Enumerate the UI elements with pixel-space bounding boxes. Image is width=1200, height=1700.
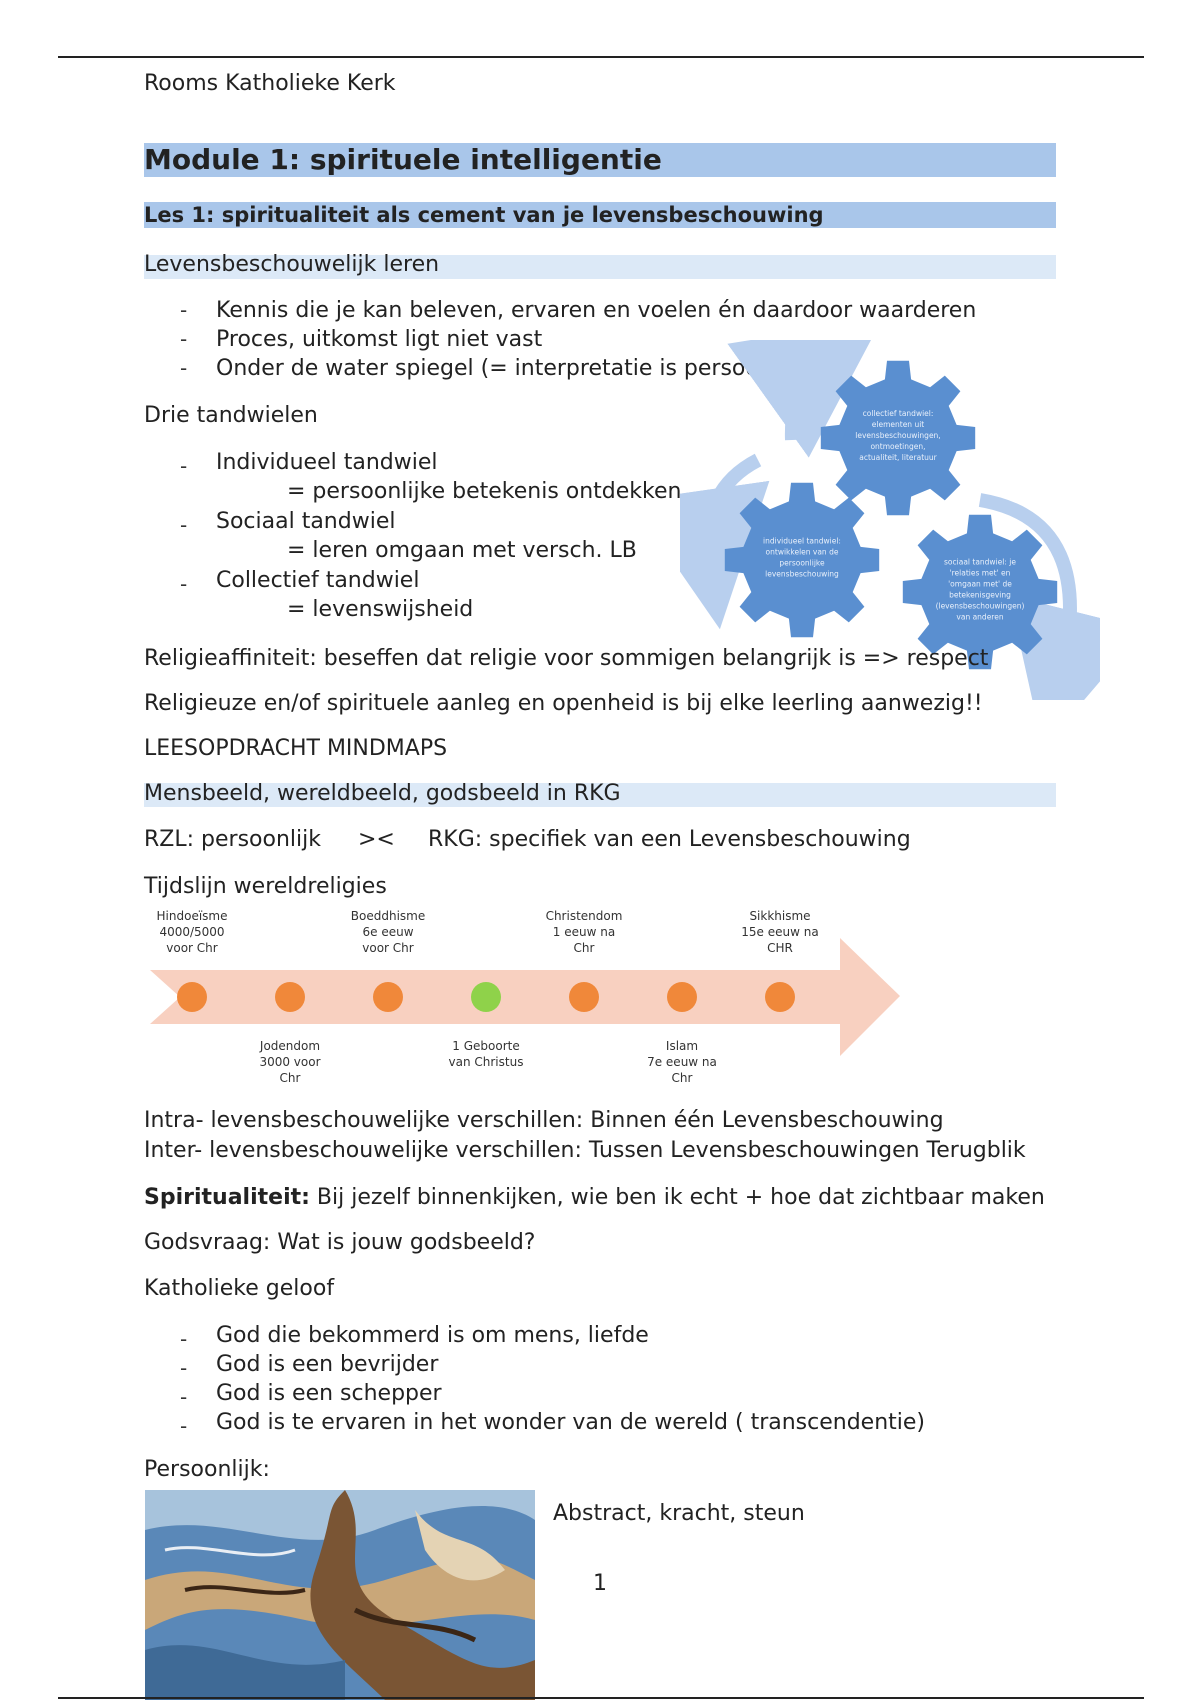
bullet-dash: - [180, 454, 188, 478]
timeline-label: van Christus [448, 1055, 524, 1069]
bullet-dash: - [180, 327, 188, 351]
timeline-label: 4000/5000 [159, 925, 225, 939]
timeline-label: voor Chr [362, 941, 414, 955]
gear-label: levensbeschouwing [765, 569, 839, 579]
timeline-label: 15e eeuw na [741, 925, 819, 939]
timeline-label: Chr [671, 1071, 693, 1085]
gear-label: persoonlijke [779, 558, 825, 568]
lesson-title: Les 1: spiritualiteit als cement van je levensbeschouwing [144, 203, 824, 227]
bullet-dash: - [180, 356, 188, 380]
abstract-text: Abstract, kracht, steun [553, 1501, 805, 1526]
spiritualiteit-label: Spiritualiteit: [144, 1185, 310, 1210]
module-title: Module 1: spirituele intelligentie [144, 143, 662, 176]
list-item: God is een bevrijder [216, 1352, 439, 1377]
list-item: God is een schepper [216, 1381, 442, 1406]
timeline-dot [667, 982, 697, 1012]
gear-meaning: = persoonlijke betekenis ontdekken [287, 479, 682, 504]
gear-label: (levensbeschouwingen) [935, 601, 1025, 611]
top-rule [58, 56, 1144, 58]
gear-item-individueel: Individueel tandwiel [216, 450, 438, 475]
timeline-label: 1 Geboorte [452, 1039, 520, 1053]
timeline-title: Tijdslijn wereldreligies [144, 874, 387, 899]
gear-meaning: = leren omgaan met versch. LB [287, 538, 637, 563]
gear-label: 'omgaan met' de [948, 579, 1012, 589]
section-heading: Levensbeschouwelijk leren [144, 252, 440, 277]
inter-text: Inter- levensbeschouwelijke verschillen: Tussen Levensbeschouwingen Terugblik [144, 1138, 1026, 1163]
gear-label: collectief tandwiel: [862, 409, 934, 418]
gear-label: sociaal tandwiel: je [944, 557, 1016, 567]
list-item: Onder de water spiegel (= interpretatie is persoonlijk) [216, 356, 813, 381]
gear-label: 'relaties met' en [949, 568, 1011, 578]
list-item: God die bekommerd is om mens, liefde [216, 1323, 649, 1348]
leesopdracht: LEESOPDRACHT MINDMAPS [144, 736, 448, 761]
gear-label: elementen uit [871, 420, 925, 429]
page-number: 1 [593, 1571, 607, 1596]
gear-label: actualiteit, literatuur [859, 453, 937, 462]
gear-label: ontmoetingen, [870, 442, 926, 451]
bullet-dash: - [180, 1356, 188, 1380]
bullet-dash: - [180, 1327, 188, 1351]
bullet-dash: - [180, 1385, 188, 1409]
timeline-dot [765, 982, 795, 1012]
timeline-label: Jodendom [259, 1039, 321, 1053]
gear-meaning: = levenswijsheid [287, 597, 474, 622]
versus-text: >< [358, 827, 395, 852]
timeline-label: voor Chr [166, 941, 218, 955]
katholiek-heading: Katholieke geloof [144, 1276, 335, 1301]
persoonlijk-label: Persoonlijk: [144, 1457, 270, 1482]
cycle-arrow [792, 360, 825, 440]
gears-intro: Drie tandwielen [144, 403, 318, 428]
religieaffiniteit: Religieaffiniteit: beseffen dat religie voor sommigen belangrijk is => respect [144, 646, 989, 671]
godsvraag: Godsvraag: Wat is jouw godsbeeld? [144, 1230, 536, 1255]
timeline-label: 1 eeuw na [552, 925, 616, 939]
wood-texture-photo [145, 1490, 535, 1700]
intra-text: Intra- levensbeschouwelijke verschillen: Binnen één Levensbeschouwing [144, 1108, 944, 1133]
timeline-dot [177, 982, 207, 1012]
timeline-dot [275, 982, 305, 1012]
timeline-label: 7e eeuw na [647, 1055, 717, 1069]
timeline-label: Islam [665, 1039, 699, 1053]
timeline-dot [471, 982, 501, 1012]
list-item: God is te ervaren in het wonder van de wereld ( transcendentie) [216, 1410, 926, 1435]
timeline-label: Christendom [545, 909, 623, 923]
spiritualiteit-line [144, 1184, 1045, 1212]
timeline-label: CHR [767, 941, 793, 955]
rzl-text: RZL: persoonlijk [144, 827, 321, 852]
timeline-label: Boeddhisme [350, 909, 426, 923]
bullet-dash: - [180, 1414, 188, 1438]
timeline-label: Sikkhisme [749, 909, 811, 923]
rkg-text: RKG: specifiek van een Levensbeschouwing [428, 827, 911, 852]
timeline-dot [373, 982, 403, 1012]
section-heading: Mensbeeld, wereldbeeld, godsbeeld in RKG [144, 781, 621, 806]
bottom-rule [58, 1697, 1144, 1699]
header-title: Rooms Katholieke Kerk [144, 71, 396, 96]
gear-item-collectief: Collectief tandwiel [216, 568, 420, 593]
timeline-label: Chr [279, 1071, 301, 1085]
spiritualiteit-text: Bij jezelf binnenkijken, wie ben ik echt + hoe dat zichtbaar maken [309, 1185, 1045, 1210]
timeline-dot [569, 982, 599, 1012]
aanleg: Religieuze en/of spirituele aanleg en openheid is bij elke leerling aanwezig!! [144, 691, 983, 716]
bullet-dash: - [180, 298, 188, 322]
gear-label: individueel tandwiel: [763, 536, 841, 546]
bullet-dash: - [180, 572, 188, 596]
gear-label: van anderen [956, 612, 1004, 622]
timeline-label: Hindoeïsme [156, 909, 228, 923]
timeline-label: Chr [573, 941, 595, 955]
religion-timeline [140, 900, 910, 1096]
list-item: Kennis die je kan beleven, ervaren en voelen én daardoor waarderen [216, 298, 977, 323]
gear-label: betekenisgeving [949, 590, 1011, 600]
gear-label: levensbeschouwingen, [855, 431, 941, 440]
bullet-dash: - [180, 513, 188, 537]
gear-item-sociaal: Sociaal tandwiel [216, 509, 396, 534]
timeline-label: 6e eeuw [362, 925, 414, 939]
list-item: Proces, uitkomst ligt niet vast [216, 327, 543, 352]
timeline-label: 3000 voor [259, 1055, 321, 1069]
gear-label: ontwikkelen van de [765, 547, 839, 557]
